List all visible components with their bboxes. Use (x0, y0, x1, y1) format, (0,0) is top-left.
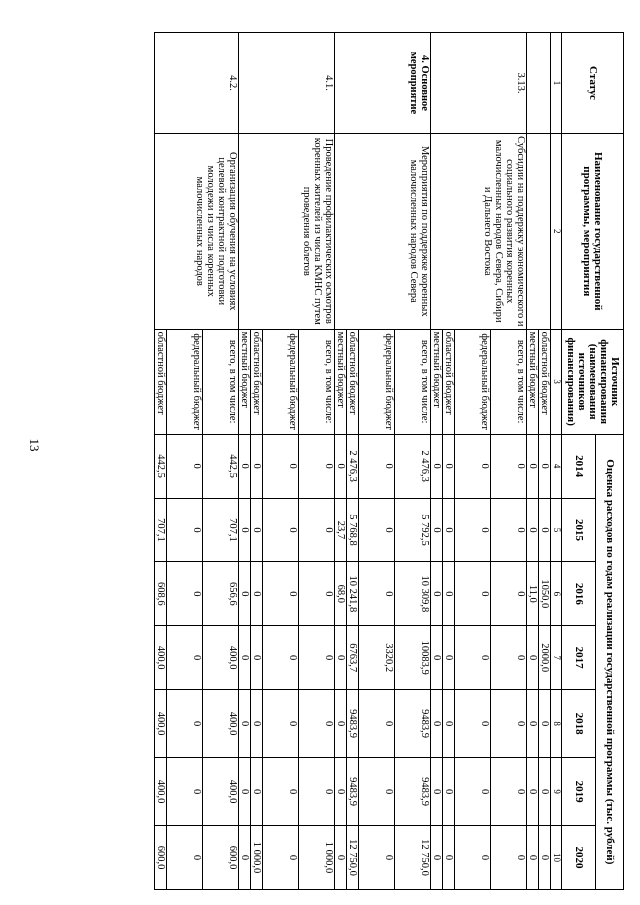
value-cell: 656,6 (203, 562, 239, 626)
value-cell: 0 (443, 498, 455, 562)
value-cell: 0 (335, 826, 347, 890)
source-cell: местный бюджет (527, 329, 539, 434)
status-cell: 4.2. (155, 33, 239, 134)
value-cell: 0 (491, 626, 527, 690)
header-year: 2020 (562, 826, 596, 890)
value-cell: 10 309,8 (395, 562, 431, 626)
value-cell: 0 (455, 562, 491, 626)
value-cell: 0 (527, 498, 539, 562)
value-cell: 1 000,0 (251, 826, 263, 890)
value-cell: 0 (359, 826, 395, 890)
value-cell: 442,5 (203, 434, 239, 498)
expenditure-table (154, 32, 624, 890)
column-index: 9 (551, 758, 562, 826)
value-cell: 0 (335, 434, 347, 498)
value-cell: 0 (431, 758, 443, 826)
header-year: 2018 (562, 690, 596, 758)
table-header (551, 33, 624, 890)
source-cell: всего, в том числе: (203, 329, 239, 434)
source-cell: всего, в том числе: (299, 329, 335, 434)
value-cell: 0 (455, 826, 491, 890)
source-cell: федеральный бюджет (167, 329, 203, 434)
value-cell: 0 (251, 498, 263, 562)
value-cell: 400,0 (203, 758, 239, 826)
value-cell: 0 (443, 758, 455, 826)
table-row (539, 33, 551, 890)
value-cell: 1050,0 (539, 562, 551, 626)
value-cell: 400,0 (155, 626, 167, 690)
value-cell: 0 (239, 826, 251, 890)
name-cell: Организация обучения на условиях целевой контрактной подготовки молодежи из числа коренных малочисленных народов (155, 133, 239, 329)
value-cell: 0 (491, 434, 527, 498)
header-year: 2019 (562, 758, 596, 826)
value-cell: 0 (263, 562, 299, 626)
table-row (203, 33, 239, 890)
status-cell: 3.13. (431, 33, 527, 134)
value-cell: 23,7 (335, 498, 347, 562)
source-cell: федеральный бюджет (359, 329, 395, 434)
source-cell: федеральный бюджет (455, 329, 491, 434)
value-cell: 0 (167, 434, 203, 498)
value-cell: 0 (359, 758, 395, 826)
value-cell: 0 (527, 434, 539, 498)
value-cell: 0 (299, 690, 335, 758)
table-row (491, 33, 527, 890)
header-year: 2017 (562, 626, 596, 690)
value-cell: 0 (299, 758, 335, 826)
header-status: Статус (562, 33, 624, 134)
source-cell: федеральный бюджет (263, 329, 299, 434)
value-cell: 0 (431, 626, 443, 690)
value-cell: 0 (167, 758, 203, 826)
value-cell: 0 (431, 690, 443, 758)
column-index: 8 (551, 690, 562, 758)
column-index: 6 (551, 562, 562, 626)
value-cell: 0 (299, 562, 335, 626)
value-cell: 5 792,5 (395, 498, 431, 562)
source-cell: областной бюджет (443, 329, 455, 434)
value-cell: 600,0 (203, 826, 239, 890)
table-area (72, 32, 624, 890)
value-cell: 0 (239, 498, 251, 562)
value-cell: 0 (299, 498, 335, 562)
source-cell: областной бюджет (155, 329, 167, 434)
value-cell: 0 (167, 826, 203, 890)
value-cell: 442,5 (155, 434, 167, 498)
column-index-row (551, 33, 562, 890)
value-cell: 0 (263, 626, 299, 690)
value-cell: 0 (167, 690, 203, 758)
value-cell: 9483,9 (347, 690, 359, 758)
source-cell: областной бюджет (539, 329, 551, 434)
rotated-table-container (72, 32, 624, 890)
value-cell: 0 (491, 758, 527, 826)
value-cell: 0 (527, 626, 539, 690)
column-index: 4 (551, 434, 562, 498)
value-cell: 0 (443, 562, 455, 626)
value-cell: 9483,9 (347, 758, 359, 826)
value-cell: 11,0 (527, 562, 539, 626)
value-cell: 0 (263, 758, 299, 826)
value-cell: 68,0 (335, 562, 347, 626)
value-cell: 0 (455, 626, 491, 690)
value-cell: 0 (443, 826, 455, 890)
name-cell (527, 133, 551, 329)
header-year: 2016 (562, 562, 596, 626)
value-cell: 400,0 (155, 690, 167, 758)
value-cell: 0 (431, 498, 443, 562)
column-index: 1 (551, 33, 562, 134)
status-cell (527, 33, 551, 134)
name-cell: Субсидии на поддержку экономического и социального развития коренных малочисленных народов Севера, Сибири и Дальнего Востока (431, 133, 527, 329)
value-cell: 6763,7 (347, 626, 359, 690)
header-estimate: Оценка расходов по годам реализации государственной программы (тыс. рублей) (596, 434, 624, 889)
source-cell: всего, в том числе: (491, 329, 527, 434)
page-number: 13 (27, 438, 42, 452)
header-source: Источник финансирования (наименования источников финансирования) (562, 329, 624, 434)
header-year: 2015 (562, 498, 596, 562)
value-cell: 0 (359, 434, 395, 498)
value-cell: 707,1 (155, 498, 167, 562)
value-cell: 0 (431, 562, 443, 626)
value-cell: 0 (491, 562, 527, 626)
column-index: 2 (551, 133, 562, 329)
source-cell: местный бюджет (239, 329, 251, 434)
value-cell: 0 (491, 690, 527, 758)
value-cell: 400,0 (203, 626, 239, 690)
value-cell: 0 (527, 826, 539, 890)
value-cell: 0 (431, 434, 443, 498)
value-cell: 0 (443, 434, 455, 498)
status-cell: 4.1. (239, 33, 335, 134)
value-cell: 10 241,8 (347, 562, 359, 626)
value-cell: 0 (539, 498, 551, 562)
value-cell: 0 (359, 498, 395, 562)
value-cell: 0 (251, 690, 263, 758)
value-cell: 12 750,0 (347, 826, 359, 890)
value-cell: 5 768,8 (347, 498, 359, 562)
value-cell: 0 (527, 690, 539, 758)
value-cell: 0 (239, 434, 251, 498)
source-cell: всего, в том числе: (395, 329, 431, 434)
name-cell: Проведение профилактических осмотров коренных жителей из числа КМНС путем проведения облетов (239, 133, 335, 329)
source-cell: местный бюджет (431, 329, 443, 434)
value-cell: 0 (251, 562, 263, 626)
value-cell: 0 (359, 562, 395, 626)
value-cell: 0 (263, 434, 299, 498)
value-cell: 0 (431, 826, 443, 890)
value-cell: 0 (527, 758, 539, 826)
value-cell: 0 (239, 758, 251, 826)
value-cell: 2 476,3 (347, 434, 359, 498)
value-cell: 0 (455, 434, 491, 498)
header-year: 2014 (562, 434, 596, 498)
value-cell: 0 (539, 826, 551, 890)
value-cell: 0 (263, 498, 299, 562)
source-cell: областной бюджет (347, 329, 359, 434)
value-cell: 2 476,3 (395, 434, 431, 498)
value-cell: 0 (167, 626, 203, 690)
column-index: 10 (551, 826, 562, 890)
value-cell: 400,0 (203, 690, 239, 758)
source-cell: областной бюджет (251, 329, 263, 434)
column-index: 7 (551, 626, 562, 690)
source-cell: местный бюджет (335, 329, 347, 434)
value-cell: 0 (299, 626, 335, 690)
value-cell: 0 (251, 758, 263, 826)
value-cell: 0 (539, 434, 551, 498)
status-cell: 4. Основное мероприятие (335, 33, 431, 134)
value-cell: 0 (335, 758, 347, 826)
value-cell: 9483,9 (395, 758, 431, 826)
value-cell: 400,0 (155, 758, 167, 826)
value-cell: 707,1 (203, 498, 239, 562)
column-index: 3 (551, 329, 562, 434)
header-name: Наименование государственной программы, мероприятия (562, 133, 624, 329)
value-cell: 0 (167, 562, 203, 626)
value-cell: 0 (335, 690, 347, 758)
name-cell: Мероприятия по поддержке коренных малочисленных народов Севера (335, 133, 431, 329)
value-cell: 600,0 (155, 826, 167, 890)
table-row (395, 33, 431, 890)
value-cell: 0 (299, 434, 335, 498)
value-cell: 3320,2 (359, 626, 395, 690)
value-cell: 0 (251, 434, 263, 498)
value-cell: 9483,9 (395, 690, 431, 758)
value-cell: 0 (263, 690, 299, 758)
value-cell: 0 (443, 690, 455, 758)
value-cell: 2000,0 (539, 626, 551, 690)
table-row (299, 33, 335, 890)
value-cell: 0 (335, 626, 347, 690)
column-index: 5 (551, 498, 562, 562)
value-cell: 0 (239, 690, 251, 758)
value-cell: 0 (167, 498, 203, 562)
value-cell: 0 (539, 758, 551, 826)
value-cell: 0 (539, 690, 551, 758)
value-cell: 0 (239, 562, 251, 626)
value-cell: 0 (455, 690, 491, 758)
value-cell: 0 (491, 498, 527, 562)
value-cell: 1 000,0 (299, 826, 335, 890)
value-cell: 0 (455, 758, 491, 826)
value-cell: 10083,9 (395, 626, 431, 690)
value-cell: 0 (443, 626, 455, 690)
table-body (155, 33, 551, 890)
value-cell: 0 (455, 498, 491, 562)
value-cell: 0 (251, 626, 263, 690)
value-cell: 0 (491, 826, 527, 890)
value-cell: 0 (239, 626, 251, 690)
value-cell: 0 (263, 826, 299, 890)
value-cell: 12 750,0 (395, 826, 431, 890)
value-cell: 608,6 (155, 562, 167, 626)
value-cell: 0 (359, 690, 395, 758)
